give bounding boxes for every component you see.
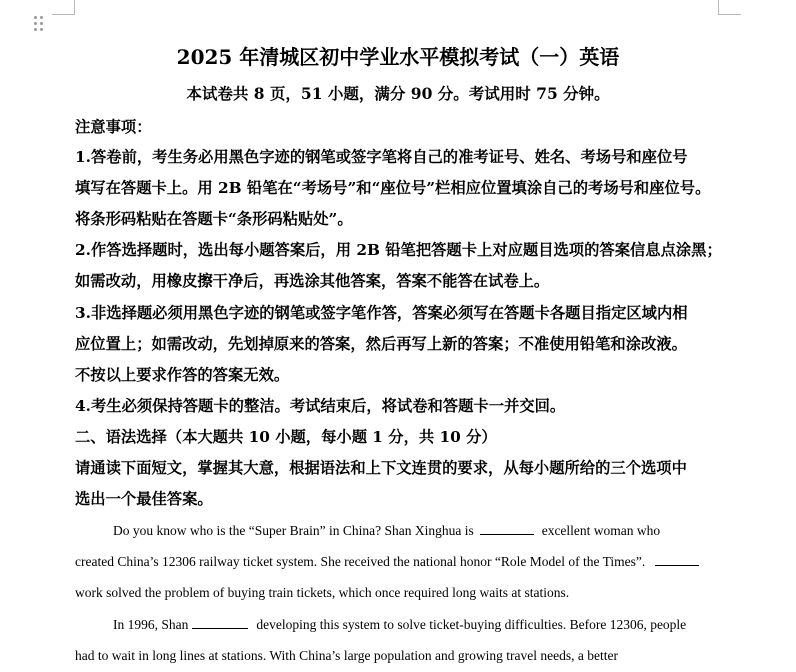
passage-line	[113, 615, 763, 635]
drag-handle-icon[interactable]	[34, 16, 44, 32]
passage-line: work solved the problem of buying train tickets, which once required long waits at stations.	[75, 585, 570, 600]
notice-heading: 注意事项：	[75, 118, 152, 136]
passage-text: excellent woman who	[541, 523, 661, 538]
page-corner-mark-left	[52, 0, 75, 15]
notice-line: 应位置上；如需改动，先划掉原来的答案，然后再写上新的答案；不准使用铅笔和涂改液。	[75, 335, 687, 353]
notice-line: 1.答卷前，考生务必用黑色字迹的钢笔或签字笔将自己的准考证号、姓名、考场号和座位号	[75, 148, 688, 166]
passage-text: developing this system to solve ticket-buying difficulties. Before 12306, people	[256, 617, 687, 632]
passage-line: had to wait in long lines at stations. With China’s large population and growing travel needs, a better	[75, 648, 618, 663]
passage-text: Do you know who is the “Super Brain” in China? Shan Xinghua is	[113, 523, 474, 538]
instruction-line: 选出一个最佳答案。	[75, 490, 213, 508]
notice-line: 不按以上要求作答的答案无效。	[75, 366, 290, 384]
notice-line: 3.非选择题必须用黑色字迹的钢笔或签字笔作答，答案必须写在答题卡各题目指定区域内相	[75, 304, 688, 322]
notice-line: 2.作答选择题时，选出每小题答案后，用 2B 铅笔把答题卡上对应题目选项的答案信息点涂黑；	[75, 241, 722, 259]
page-corner-mark-right	[718, 0, 741, 15]
answer-blank	[655, 553, 699, 566]
section-heading: 二、语法选择（本大题共 10 小题，每小题 1 分，共 10 分）	[75, 428, 497, 446]
passage-line	[113, 521, 763, 541]
notice-line: 将条形码粘贴在答题卡“条形码粘贴处”。	[75, 210, 353, 228]
passage-line	[75, 552, 725, 572]
passage-text: created China’s 12306 railway ticket system. She received the national honor “Role Model of the Times”.	[75, 554, 646, 569]
exam-title: 2025 年清城区初中学业水平模拟考试（一）英语	[176, 45, 620, 69]
notice-line: 4.考生必须保持答题卡的整洁。考试结束后，将试卷和答题卡一并交回。	[75, 397, 566, 415]
exam-subtitle: 本试卷共 8 页，51 小题，满分 90 分。考试用时 75 分钟。	[186, 84, 610, 103]
notice-line: 填写在答题卡上。用 2B 铅笔在“考场号”和“座位号”栏相应位置填涂自己的考场号和座位号。	[75, 179, 711, 197]
instruction-line: 请通读下面短文，掌握其大意，根据语法和上下文连贯的要求，从每小题所给的三个选项中	[75, 459, 687, 477]
notice-line: 如需改动，用橡皮擦干净后，再选涂其他答案，答案不能答在试卷上。	[75, 272, 550, 290]
answer-blank	[480, 522, 534, 535]
passage-text: In 1996, Shan	[113, 617, 189, 632]
answer-blank	[192, 616, 248, 629]
